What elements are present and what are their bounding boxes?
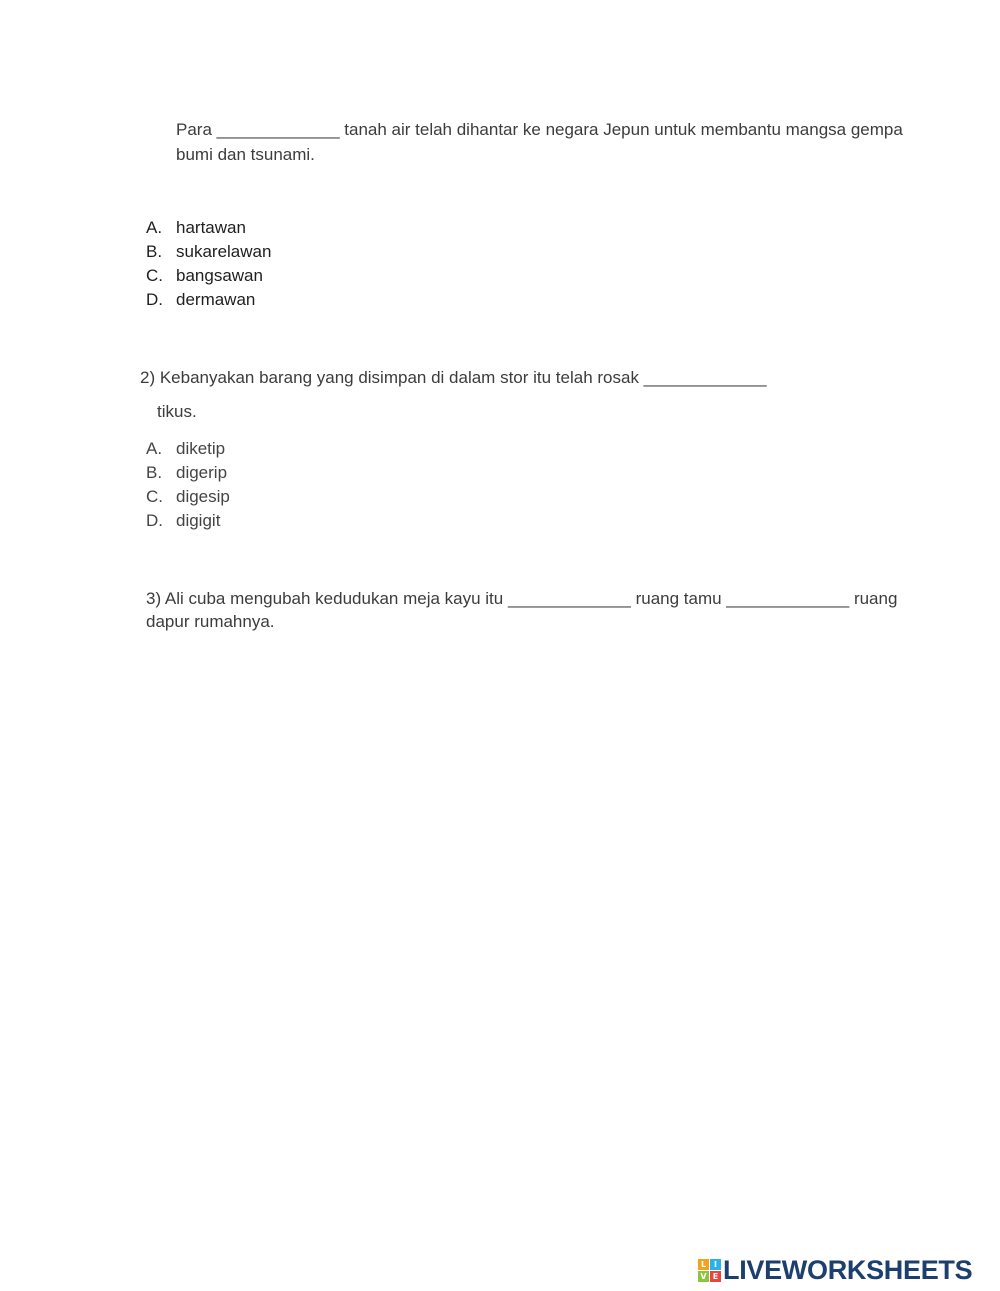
option-text: diketip bbox=[176, 439, 226, 458]
logo-block-e: E bbox=[710, 1271, 721, 1282]
option-letter: D. bbox=[146, 290, 163, 309]
option-letter: D. bbox=[146, 511, 163, 530]
question-1-line-1: Para _____________ tanah air telah dihantar ke negara Jepun untuk membantu mangsa gempa bbox=[176, 120, 903, 139]
question-2-line-1: 2) Kebanyakan barang yang disimpan di dalam stor itu telah rosak _____________ bbox=[140, 368, 767, 387]
logo-block-l: L bbox=[698, 1259, 709, 1270]
option-text: dermawan bbox=[176, 290, 256, 309]
option-a bbox=[146, 216, 271, 240]
question-3-line-2: dapur rumahnya. bbox=[146, 612, 275, 631]
question-2-line-2: tikus. bbox=[157, 402, 197, 421]
question-1-line-2: bumi dan tsunami. bbox=[176, 145, 315, 164]
logo-blocks-icon bbox=[698, 1259, 721, 1282]
option-letter: A. bbox=[146, 218, 163, 237]
option-a bbox=[146, 437, 230, 461]
option-b bbox=[146, 461, 230, 485]
option-c bbox=[146, 264, 271, 288]
option-text: digerip bbox=[176, 463, 228, 482]
option-letter: B. bbox=[146, 242, 163, 261]
option-text: sukarelawan bbox=[176, 242, 272, 261]
option-letter: B. bbox=[146, 463, 163, 482]
option-text: digigit bbox=[176, 511, 221, 530]
option-letter: C. bbox=[146, 487, 163, 506]
option-d bbox=[146, 288, 271, 312]
option-letter: C. bbox=[146, 266, 163, 285]
option-text: hartawan bbox=[176, 218, 246, 237]
option-b bbox=[146, 240, 271, 264]
logo-wordmark: LIVEWORKSHEETS bbox=[723, 1255, 973, 1285]
question-1-options bbox=[146, 216, 271, 312]
option-text: digesip bbox=[176, 487, 230, 506]
liveworksheets-logo bbox=[698, 1255, 994, 1285]
option-d bbox=[146, 509, 230, 533]
logo-block-v: V bbox=[698, 1271, 709, 1282]
option-text: bangsawan bbox=[176, 266, 263, 285]
question-3-line-1: 3) Ali cuba mengubah kedudukan meja kayu itu _____________ ruang tamu _____________ ruang bbox=[146, 589, 898, 608]
option-c bbox=[146, 485, 230, 509]
logo-block-i: I bbox=[710, 1259, 721, 1270]
option-letter: A. bbox=[146, 439, 163, 458]
question-2-options bbox=[146, 437, 230, 533]
